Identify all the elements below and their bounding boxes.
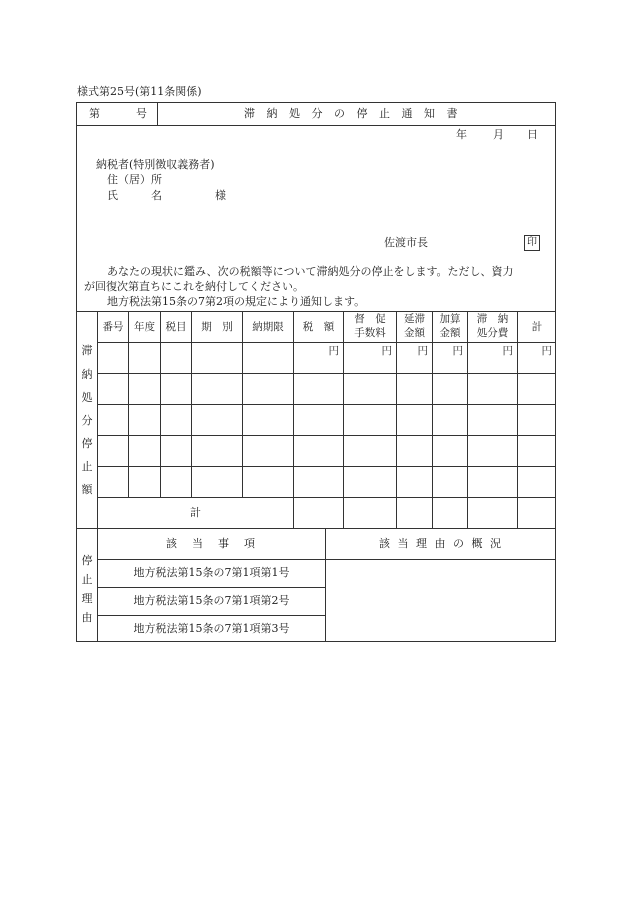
date-month-label: 月 [493, 128, 504, 141]
table1-side-label [77, 342, 97, 504]
table1-row-line [97, 373, 556, 374]
side-char: 滞 [81, 344, 93, 357]
seal-mark: 印 [524, 235, 540, 251]
table2-side-label [77, 552, 97, 628]
yen-unit: 円 [502, 345, 513, 357]
table1-col-line [191, 311, 192, 497]
applicable-item-1: 地方税法第15条の7第1項第1号 [133, 566, 290, 579]
table1-row-line [97, 497, 556, 498]
yen-unit: 円 [541, 345, 552, 357]
table1-col-line [128, 311, 129, 497]
col-header-period: 期 別 [201, 321, 233, 333]
table2-row-line [97, 587, 325, 588]
body-line-1: あなたの現状に鑑み、次の税額等について滞納処分の停止をします。ただし、資力 [107, 265, 514, 278]
yen-unit: 円 [417, 345, 428, 357]
side-char: 納 [81, 368, 93, 381]
address-label: 住（居）所 [107, 173, 162, 186]
side-char: 止 [81, 573, 93, 586]
table1-col-line [242, 311, 243, 497]
side-char: 額 [81, 483, 93, 496]
yen-unit: 円 [452, 345, 463, 357]
side-char: 処 [81, 391, 93, 404]
col-header-late-charge: 延滞 金額 [404, 313, 425, 339]
col-header-tax-amount: 税 額 [302, 321, 335, 333]
number-suffix: 号 [136, 107, 147, 120]
side-char: 分 [81, 414, 93, 427]
form-number: 様式第25号(第11条関係) [77, 85, 202, 98]
side-char: 理 [81, 592, 93, 605]
table2-row-line [97, 615, 325, 616]
col-header-tax-item: 税目 [165, 321, 187, 333]
issuer-title: 佐渡市長 [384, 236, 428, 249]
date-day-label: 日 [527, 128, 538, 141]
reason-summary-header: 該 当 理 由 の 概 況 [379, 537, 503, 550]
col-header-reminder-fee: 督 促 手数料 [354, 313, 386, 339]
side-char: 停 [81, 554, 93, 567]
name-label: 氏 名 [107, 189, 162, 202]
applicable-item-3: 地方税法第15条の7第1項第3号 [133, 622, 290, 635]
col-header-added-amount: 加算 金額 [439, 313, 461, 339]
table1-row-line [97, 435, 556, 436]
side-char: 停 [81, 437, 93, 450]
table1-col-line [160, 311, 161, 497]
table2-header-border [97, 559, 556, 560]
date-year-label: 年 [456, 128, 467, 141]
col-header-due-date: 納期限 [252, 321, 284, 333]
col-header-disposition-cost: 滞 納 処分費 [476, 313, 509, 339]
body-line-3: 地方税法第15条の7第2項の規定により通知します。 [107, 295, 366, 308]
table1-row-line [97, 404, 556, 405]
applicable-item-2: 地方税法第15条の7第1項第2号 [133, 594, 290, 607]
yen-unit: 円 [328, 345, 339, 357]
applicable-item-header: 該 当 事 項 [166, 537, 257, 550]
honorific: 様 [215, 189, 226, 202]
body-line-2: が回復次第直ちにこれを納付してください。 [84, 280, 304, 293]
yen-unit: 円 [381, 345, 392, 357]
col-header-total: 計 [531, 321, 543, 333]
header-divider [76, 125, 556, 126]
col-header-number: 番号 [102, 321, 124, 333]
table1-row-line [97, 466, 556, 467]
table1-side-divider [97, 311, 98, 528]
number-prefix: 第 [89, 107, 100, 120]
taxpayer-heading: 納税者(特別徴収義務者) [96, 158, 215, 171]
header-number-divider [157, 102, 158, 125]
side-char: 由 [81, 611, 93, 624]
side-char: 止 [81, 460, 93, 473]
col-header-year: 年度 [134, 321, 155, 333]
table1-header-border [97, 342, 556, 343]
total-row-label: 計 [190, 506, 201, 519]
form-title: 滞 納 処 分 の 停 止 通 知 書 [244, 107, 462, 120]
table1-bottom-border [76, 528, 556, 529]
